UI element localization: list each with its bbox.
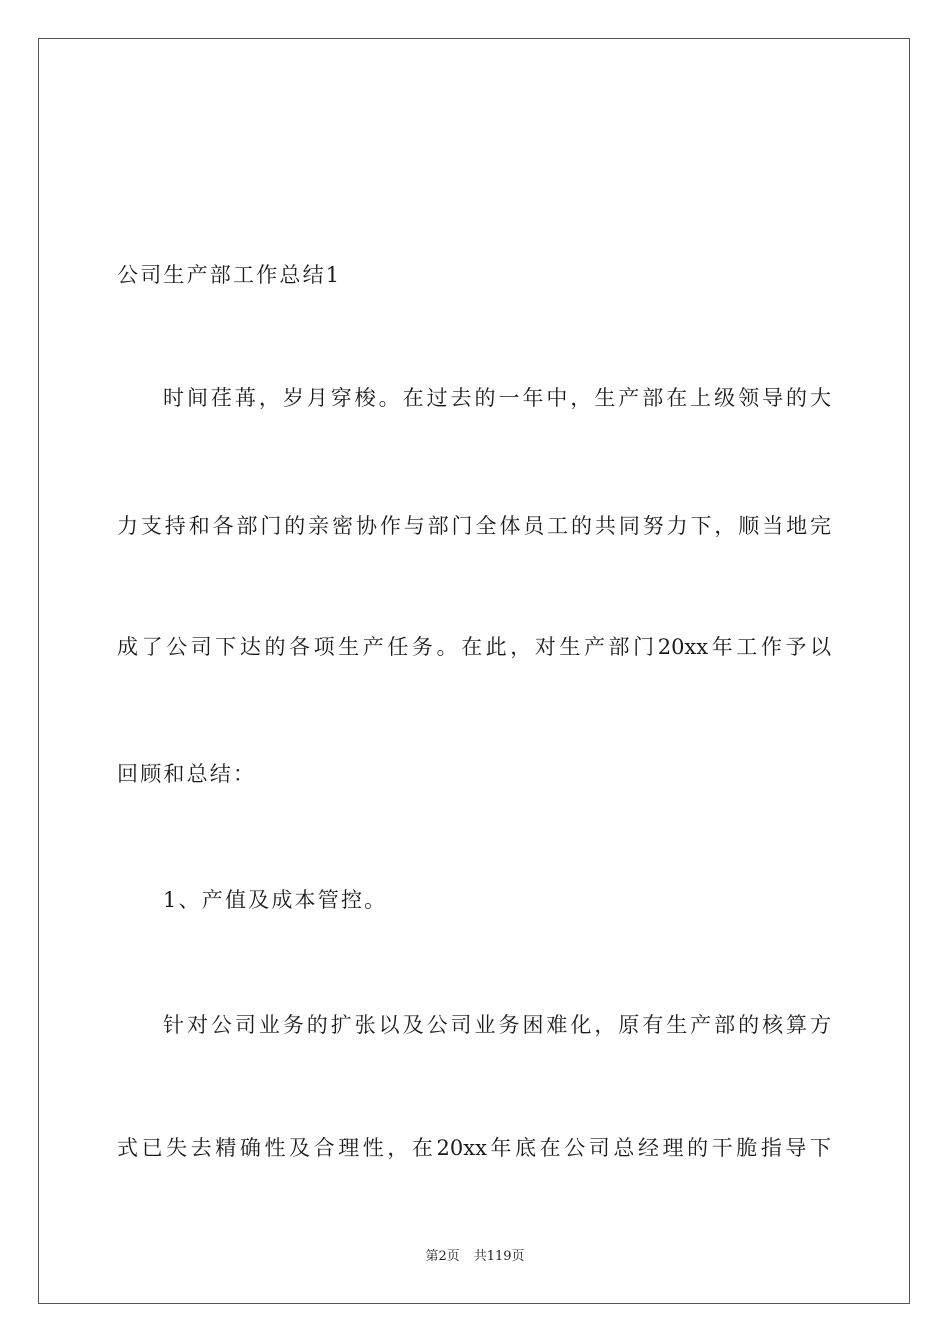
page-total: 共119页 bbox=[473, 1249, 525, 1264]
document-title: 公司生产部工作总结1 bbox=[117, 263, 342, 287]
page-border bbox=[38, 38, 910, 1304]
paragraph-line: 式已失去精确性及合理性，在20xx年底在公司总经理的干脆指导下 bbox=[117, 1136, 831, 1160]
paragraph-line: 时间荏苒，岁月穿梭。在过去的一年中，生产部在上级领导的大 bbox=[163, 386, 831, 410]
page-number: 第2页 bbox=[425, 1249, 460, 1264]
page-footer bbox=[0, 1248, 950, 1266]
paragraph-line: 针对公司业务的扩张以及公司业务困难化，原有生产部的核算方 bbox=[163, 1013, 831, 1037]
paragraph-line: 回顾和总结： bbox=[117, 762, 257, 786]
paragraph-line: 成了公司下达的各项生产任务。在此，对生产部门20xx年工作予以 bbox=[117, 635, 831, 659]
section-heading: 1、产值及成本管控。 bbox=[163, 888, 388, 912]
paragraph-line: 力支持和各部门的亲密协作与部门全体员工的共同努力下，顺当地完 bbox=[117, 514, 831, 538]
